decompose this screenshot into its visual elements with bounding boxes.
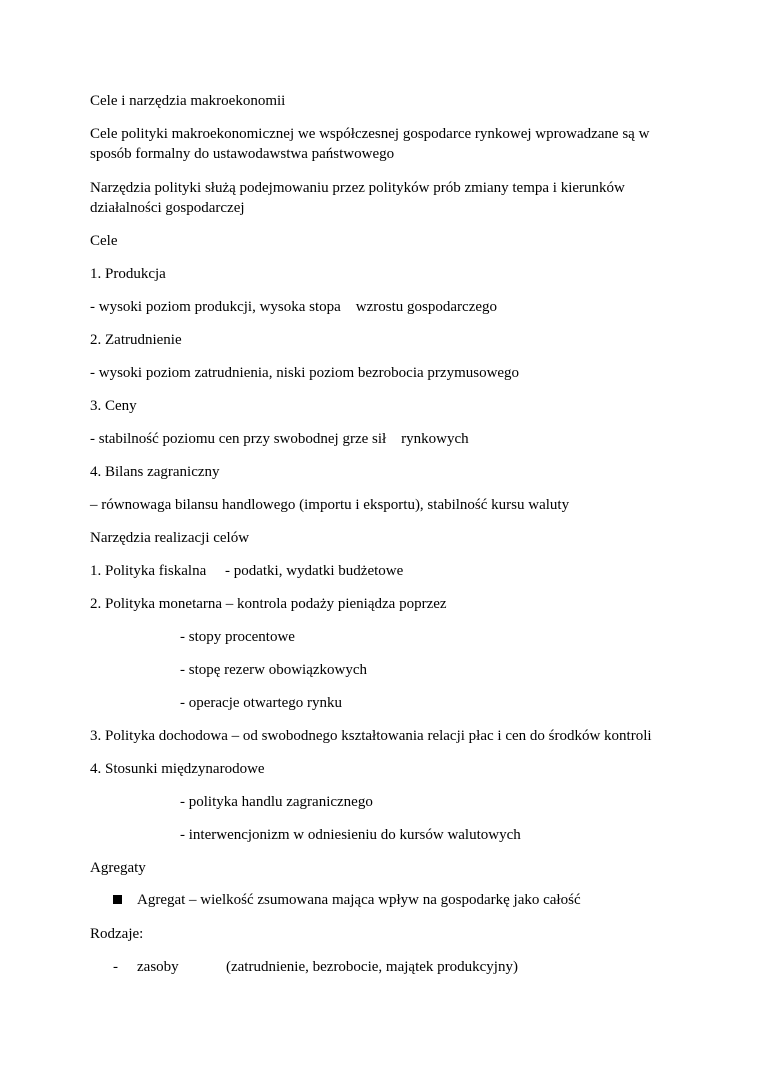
tool-sub-item: - operacje otwartego rynku: [180, 695, 343, 711]
tool-fiscal: 1. Polityka fiskalna - podatki, wydatki budżetowe: [90, 563, 404, 579]
goal-heading: 1. Produkcja: [90, 266, 166, 282]
tool-sub-item: - stopy procentowe: [180, 629, 295, 645]
tool-income: 3. Polityka dochodowa – od swobodnego kształtowania relacji płac i cen do środków kontroli: [90, 728, 652, 744]
aggregate-definition: Agregat – wielkość zsumowana mająca wpływ na gospodarkę jako całość: [137, 892, 581, 908]
tool-sub-item: - polityka handlu zagranicznego: [180, 794, 373, 810]
section-heading-types: Rodzaje:: [90, 926, 144, 942]
list-dash: -: [113, 959, 118, 975]
square-bullet-icon: [113, 895, 122, 904]
tool-monetary: 2. Polityka monetarna – kontrola podaży pieniądza poprzez: [90, 596, 447, 612]
doc-title: Cele i narzędzia makroekonomii: [90, 93, 286, 109]
tool-sub-item: - interwencjonizm w odniesieniu do kursów walutowych: [180, 827, 521, 843]
tool-sub-item: - stopę rezerw obowiązkowych: [180, 662, 368, 678]
paragraph-goals-intro: Cele polityki makroekonomicznej we współczesnej gospodarce rynkowej wprowadzane są w sposób formalny do ustawodawstwa państwowego: [90, 126, 650, 162]
goal-description: - stabilność poziomu cen przy swobodnej grze sił rynkowych: [90, 431, 469, 447]
paragraph-tools-intro: Narzędzia polityki służą podejmowaniu przez polityków prób zmiany tempa i kierunków działalności gospodarczej: [90, 180, 625, 216]
goal-description: - wysoki poziom zatrudnienia, niski poziom bezrobocia przymusowego: [90, 365, 520, 381]
type-name: zasoby: [137, 959, 179, 975]
section-heading-cele: Cele: [90, 233, 118, 249]
goal-description: - wysoki poziom produkcji, wysoka stopa wzrostu gospodarczego: [90, 299, 498, 315]
type-description: (zatrudnienie, bezrobocie, majątek produkcyjny): [226, 959, 518, 975]
goal-description: – równowaga bilansu handlowego (importu i eksportu), stabilność kursu waluty: [90, 497, 570, 513]
section-heading-aggregates: Agregaty: [90, 860, 146, 876]
goal-heading: 4. Bilans zagraniczny: [90, 464, 220, 480]
goal-heading: 3. Ceny: [90, 398, 137, 414]
section-heading-tools: Narzędzia realizacji celów: [90, 530, 250, 546]
tool-international: 4. Stosunki międzynarodowe: [90, 761, 265, 777]
goal-heading: 2. Zatrudnienie: [90, 332, 182, 348]
